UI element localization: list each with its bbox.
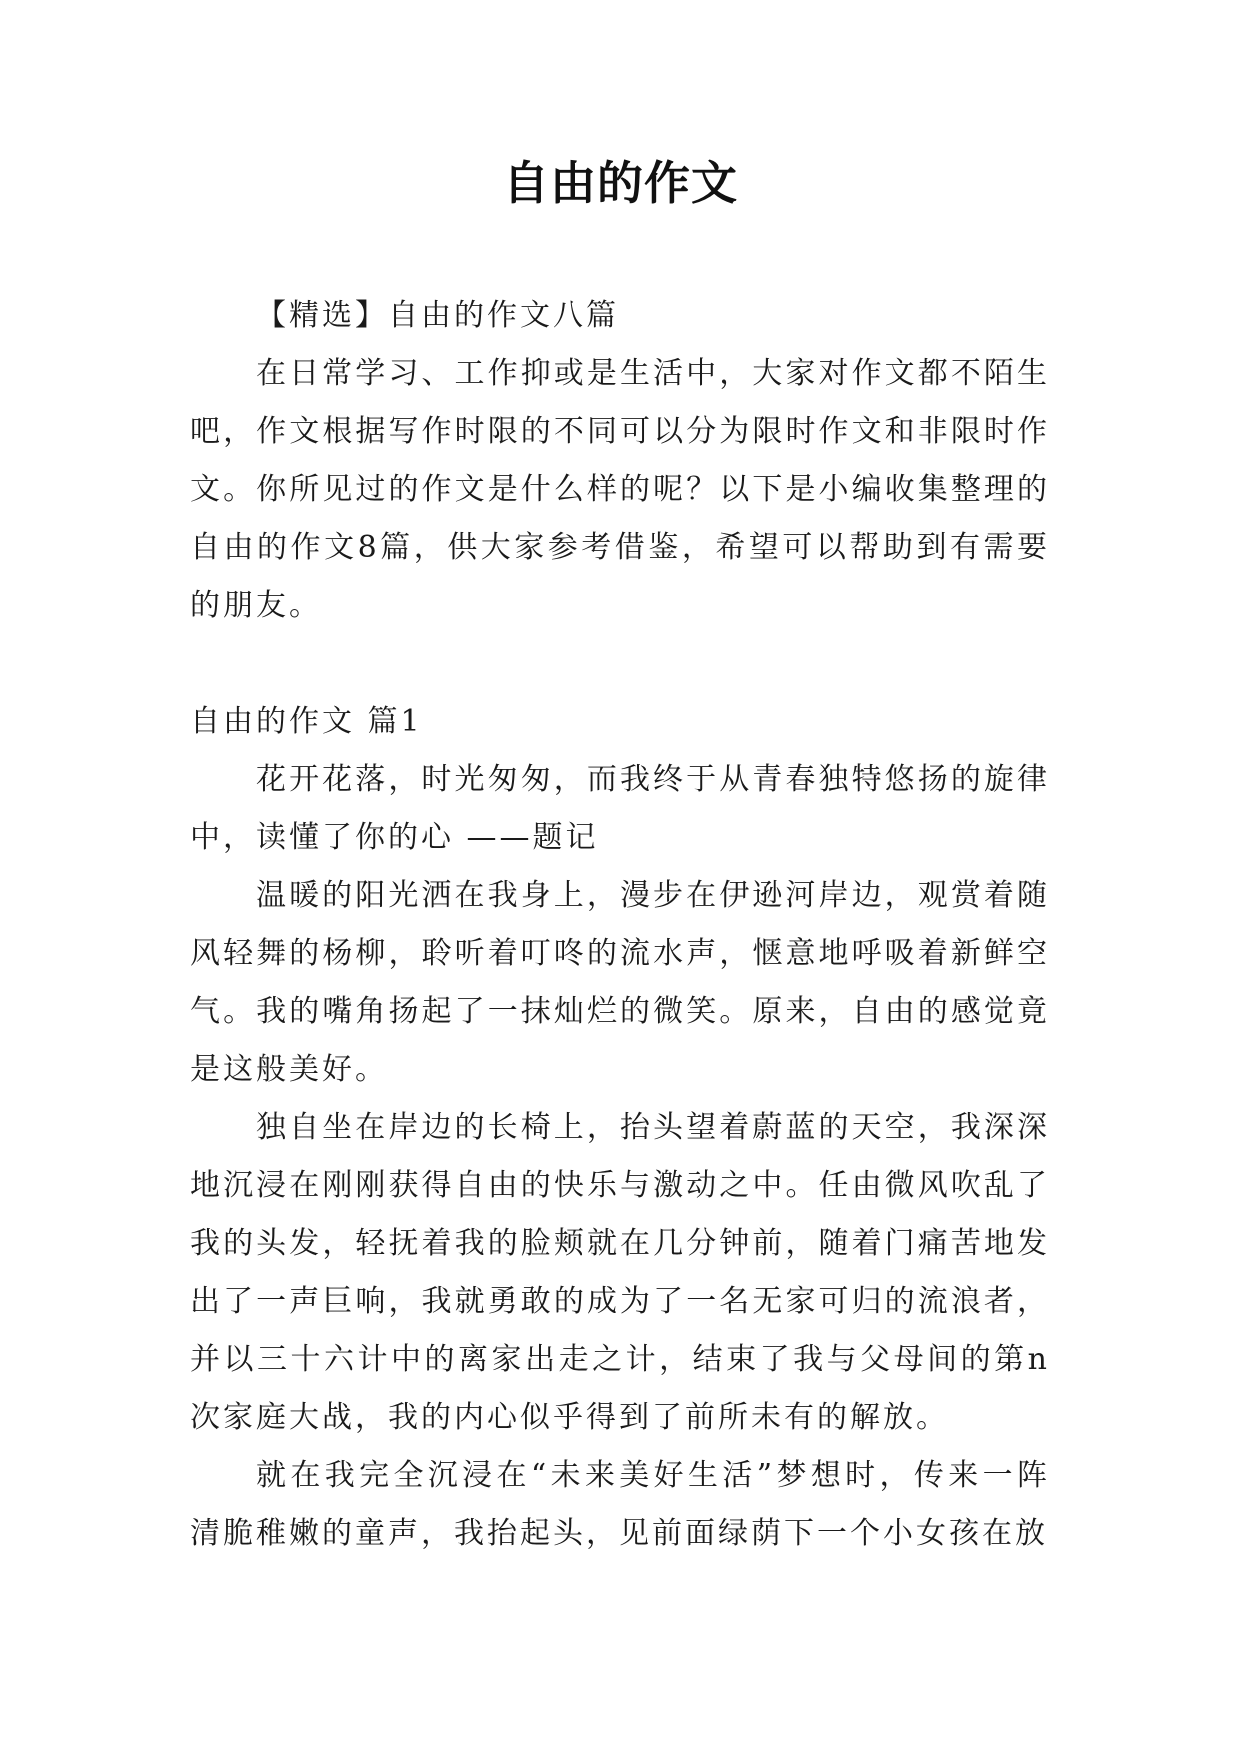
paragraph: 就在我完全沉浸在“未来美好生活”梦想时，传来一阵清脆稚嫩的童声，我抬起头，见前面绿荫下一个小女孩在放 [190, 1458, 1050, 1551]
paragraph: 温暖的阳光洒在我身上，漫步在伊逊河岸边，观赏着随风轻舞的杨柳，聆听着叮咚的流水声，惬意地呼吸着新鲜空气。我的嘴角扬起了一抹灿烂的微笑。原来，自由的感觉竟是这般美好。 [190, 878, 1050, 1087]
paragraph: 独自坐在岸边的长椅上，抬头望着蔚蓝的天空，我深深地沉浸在刚刚获得自由的快乐与激动之中。任由微风吹乱了我的头发，轻抚着我的脸颊就在几分钟前，随着门痛苦地发出了一声巨响，我就勇敢的成为了一名无家可归的流浪者，并以三十六计中的离家出走之计，结束了我与父母间的第n次家庭大战，我的内心似乎得到了前所未有的解放。 [190, 1110, 1050, 1435]
page-title: 自由的作文 [503, 156, 738, 210]
subtitle: 【精选】自由的作文八篇 [256, 298, 619, 333]
section-heading: 自由的作文 篇1 [190, 704, 423, 739]
intro-paragraph: 在日常学习、工作抑或是生活中，大家对作文都不陌生吧，作文根据写作时限的不同可以分为限时作文和非限时作文。你所见过的作文是什么样的呢？以下是小编收集整理的自由的作文8篇，供大家参考借鉴，希望可以帮助到有需要的朋友。 [190, 356, 1050, 623]
paragraph: 花开花落，时光匆匆，而我终于从青春独特悠扬的旋律中，读懂了你的心 ——题记 [190, 762, 1050, 855]
document-body [190, 287, 1050, 1563]
